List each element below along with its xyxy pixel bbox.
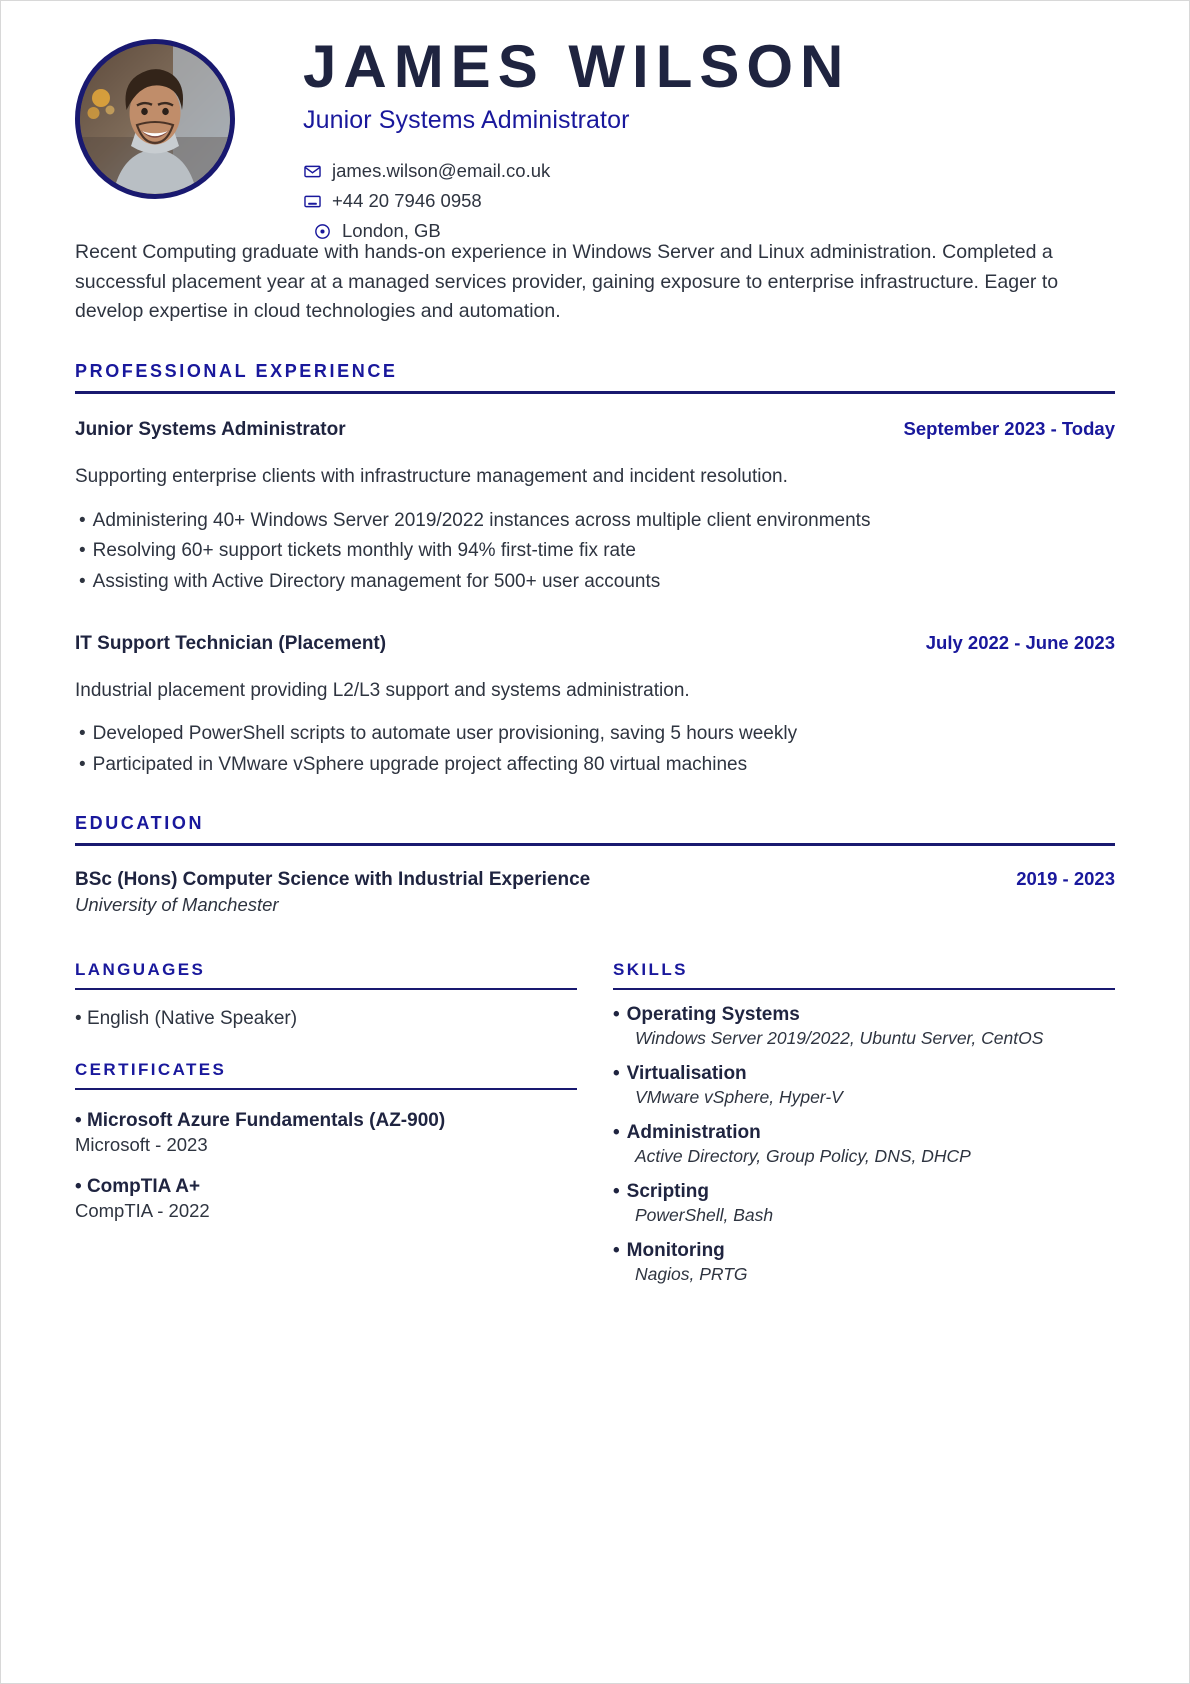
skill-group-name [613,1004,1115,1026]
skill-group-detail: PowerShell, Bash [635,1204,774,1225]
certificate-name-text: Microsoft Azure Fundamentals (AZ-900) [86,1109,446,1131]
bottom-columns [75,960,1115,1285]
skill-group [613,1004,1115,1049]
bullet-icon: • [79,540,86,562]
list-item [75,1008,577,1030]
list-item-text: Administering 40+ Windows Server 2019/2022 instances across multiple client environments [92,509,871,531]
contact-list [303,160,1115,242]
contact-phone-value: +44 20 7946 0958 [332,190,482,212]
section-title-skills: SKILLS [613,959,688,979]
contact-phone[interactable] [303,190,1115,212]
list-item-text: Assisting with Active Directory management for 500+ user accounts [92,571,661,593]
bullet-icon: • [75,1175,82,1197]
skill-group-name-text: Virtualisation [626,1062,747,1084]
page-title: JAMES WILSON [303,33,851,100]
certificate-entry [75,1176,577,1222]
certificate-name [75,1176,577,1198]
section-divider [613,988,1115,990]
skill-group [613,1181,1115,1226]
contact-email-value: james.wilson@email.co.uk [332,160,551,182]
experience-entry [75,418,1115,598]
phone-icon [303,192,322,211]
section-title-experience: PROFESSIONAL EXPERIENCE [75,361,398,382]
bullet-icon: • [79,571,86,593]
bullet-icon: • [79,509,86,531]
education-degree: BSc (Hons) Computer Science with Industrial Experience [75,868,591,890]
section-professional-experience [75,361,1115,781]
profile-summary: Recent Computing graduate with hands-on experience in Windows Server and Linux administration. Completed a successful placement year at a managed services provider, gaining exposure to enterprise infrastructure. Eager to develop expertise in cloud technologies and automation. [75,241,1059,323]
avatar [75,39,235,199]
skill-group-name [613,1063,1115,1085]
bullet-icon: • [75,1109,82,1131]
experience-job-description: Industrial placement providing L2/L3 support and systems administration. [75,679,690,701]
section-title-languages: LANGUAGES [75,959,206,979]
right-column [613,960,1115,1285]
list-item-text: Developed PowerShell scripts to automate user provisioning, saving 5 hours weekly [92,723,798,745]
bullet-icon: • [79,723,86,745]
skill-group-name [613,1122,1115,1144]
list-item [75,719,1115,750]
experience-bullet-list [75,719,1115,781]
section-divider [75,1088,577,1090]
avatar-photo [80,44,230,194]
contact-email[interactable] [303,160,1115,182]
section-divider [75,391,1115,394]
education-entry [75,868,1115,916]
list-item [75,567,1115,598]
bullet-icon: • [613,1121,620,1143]
skill-group-detail: Nagios, PRTG [635,1263,748,1284]
certificate-entry [75,1110,577,1156]
experience-job-title: Junior Systems Administrator [75,419,346,441]
section-languages [75,960,577,1030]
bullet-icon: • [79,754,86,776]
skill-group-name-text: Scripting [626,1180,709,1202]
experience-job-date: September 2023 - Today [903,418,1115,440]
certificate-name-text: CompTIA A+ [86,1175,201,1197]
bullet-icon: • [613,1062,620,1084]
experience-job-date: July 2022 - June 2023 [925,631,1115,653]
envelope-icon [303,162,322,181]
section-divider [75,843,1115,846]
experience-entry [75,632,1115,781]
skill-group-detail: Windows Server 2019/2022, Ubuntu Server, CentOS [635,1027,1044,1048]
skill-group-name-text: Administration [626,1121,761,1143]
resume-header [75,31,1115,242]
skill-group-name [613,1181,1115,1203]
skill-group-name-text: Monitoring [626,1239,725,1261]
section-title-education: EDUCATION [75,812,205,833]
section-title-certificates: CERTIFICATES [75,1059,227,1079]
list-item [75,750,1115,781]
certificate-issuer: CompTIA - 2022 [75,1199,210,1221]
skill-group-name-text: Operating Systems [626,1003,800,1025]
bullet-icon: • [75,1007,82,1029]
skill-group [613,1122,1115,1167]
education-school: University of Manchester [75,893,279,915]
experience-job-description: Supporting enterprise clients with infrastructure management and incident resolution. [75,466,788,488]
experience-job-title: IT Support Technician (Placement) [75,632,387,654]
skill-group [613,1063,1115,1108]
contact-location-value: London, GB [342,220,441,242]
certificate-issuer: Microsoft - 2023 [75,1133,208,1155]
skill-group-name [613,1240,1115,1262]
job-title: Junior Systems Administrator [303,106,630,135]
skill-group-detail: Active Directory, Group Policy, DNS, DHCP [635,1145,971,1166]
location-pin-icon [313,222,332,241]
list-item-text: Participated in VMware vSphere upgrade project affecting 80 virtual machines [92,754,748,776]
section-certificates [75,1060,577,1222]
contact-location[interactable] [303,220,1115,242]
bullet-icon: • [613,1239,620,1261]
list-item [75,506,1115,537]
left-column [75,960,577,1285]
list-item-text: Resolving 60+ support tickets monthly with 94% first-time fix rate [92,540,636,562]
section-education [75,813,1115,916]
list-item [75,536,1115,567]
skill-group-detail: VMware vSphere, Hyper-V [635,1086,843,1107]
experience-bullet-list [75,506,1115,598]
bullet-icon: • [613,1180,620,1202]
education-date: 2019 - 2023 [1016,867,1115,889]
bullet-icon: • [613,1003,620,1025]
section-divider [75,988,577,990]
language-name: English (Native Speaker) [86,1007,298,1029]
skill-group [613,1240,1115,1285]
section-skills [613,960,1115,1285]
certificate-name [75,1110,577,1132]
